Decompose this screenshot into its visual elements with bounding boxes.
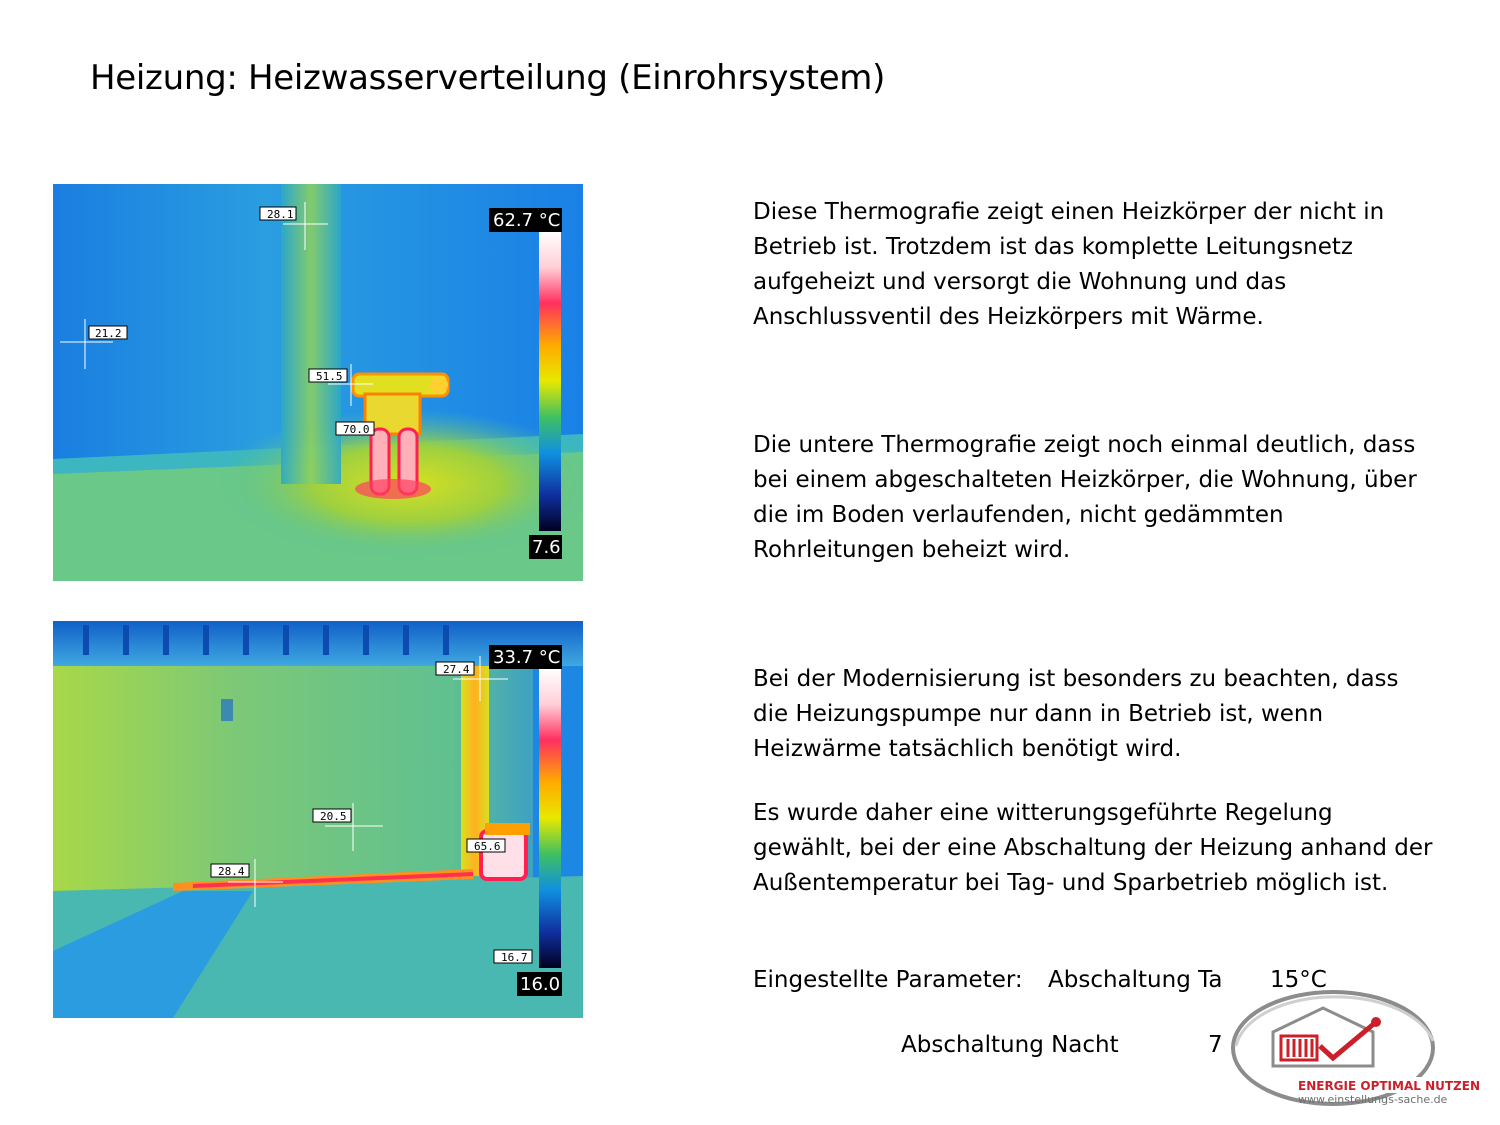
logo-name: ENERGIE OPTIMAL NUTZEN (1298, 1079, 1480, 1093)
paragraph-modernisation: Bei der Modernisierung ist besonders zu beachten, dass die Heizungspumpe nur dann in Betrieb ist, wenn Heizwärme tatsächlich benötigt wird. (753, 666, 1399, 762)
spot-label-top-4: 70.0 (343, 423, 370, 436)
parameter-night-label: Abschaltung Nacht (901, 1032, 1119, 1058)
spot-label-bottom-1: 27.4 (443, 663, 470, 676)
logo (1228, 986, 1498, 1108)
parameter-day-label: Abschaltung Ta (1048, 967, 1223, 993)
spot-label-bottom-3: 65.6 (474, 840, 501, 853)
slide-title: Heizung: Heizwasserverteilung (Einrohrsystem) (90, 58, 886, 98)
parameter-night-value: 7 (1208, 1032, 1223, 1058)
thermography-top (53, 184, 583, 581)
paragraph-control: Es wurde daher eine witterungsgeführte Regelung gewählt, bei der eine Abschaltung der Heizung anhand der Außentemperatur bei Tag- und Sparbetrieb möglich ist. (753, 800, 1433, 896)
scale-max-top: 62.7 °C (493, 210, 561, 231)
paragraph-lower-thermo: Die untere Thermografie zeigt noch einmal deutlich, dass bei einem abgeschalteten Heizkörper, die Wohnung, über die im Boden verlaufenden, nicht gedämmten Rohrleitungen beheizt wird. (753, 432, 1417, 563)
thermography-bottom (53, 621, 583, 1018)
scale-max-bottom: 33.7 °C (493, 647, 561, 668)
spot-label-top-1: 28.1 (267, 208, 294, 221)
color-scale-top (539, 231, 561, 531)
logo-url: www.einstellungs-sache.de (1298, 1093, 1448, 1106)
spot-label-bottom-4: 28.4 (218, 865, 245, 878)
spot-label-top-3: 51.5 (316, 370, 343, 383)
parameters-label: Eingestellte Parameter: (753, 967, 1023, 993)
parameter-day-value: 15°C (1270, 967, 1327, 993)
scale-min-bottom: 16.0 (520, 974, 561, 995)
color-scale-bottom (539, 668, 561, 968)
spot-label-bottom-5: 16.7 (501, 951, 528, 964)
paragraph-intro: Diese Thermografie zeigt einen Heizkörper der nicht in Betrieb ist. Trotzdem ist das komplette Leitungsnetz aufgeheizt und versorgt die Wohnung und das Anschlussventil des Heizkörpers mit Wärme. (753, 199, 1385, 330)
spot-label-top-2: 21.2 (95, 327, 122, 340)
spot-label-bottom-2: 20.5 (320, 810, 347, 823)
scale-min-top: 7.6 (532, 537, 561, 558)
